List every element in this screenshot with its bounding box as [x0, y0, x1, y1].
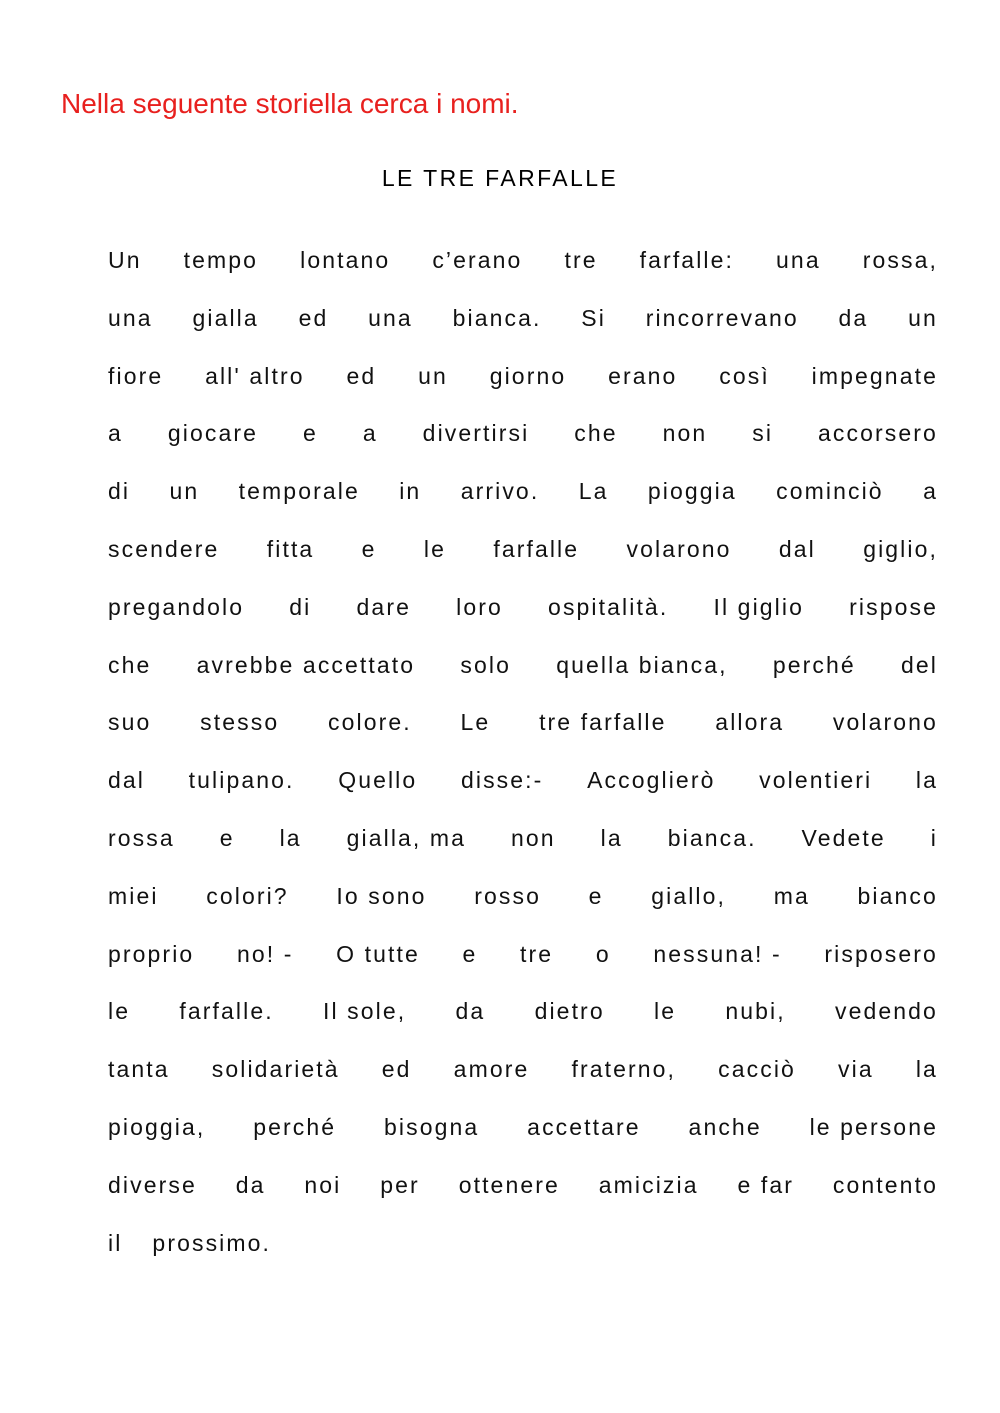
story-word: colore. — [328, 709, 412, 736]
story-word: ospitalità. — [548, 593, 669, 620]
story-word: Un — [108, 247, 142, 273]
story-line — [108, 592, 938, 650]
story-word: e — [588, 882, 604, 909]
story-word: Si — [581, 304, 606, 331]
story-word: Vedete — [801, 824, 886, 851]
story-word: rincorrevano — [645, 304, 799, 331]
story-title: LE TRE FARFALLE — [381, 165, 619, 191]
story-word: stesso — [200, 709, 280, 736]
story-word: fitta — [266, 535, 315, 562]
story-word: avrebbe accettato — [196, 651, 416, 678]
story-word: all' altro — [205, 362, 305, 389]
story-word: tanta — [108, 1056, 170, 1083]
story-line — [108, 823, 938, 881]
story-line — [108, 245, 938, 303]
story-word: pioggia — [647, 478, 737, 505]
story-word: contento — [832, 1171, 938, 1198]
instruction-heading: Nella seguente storiella cerca i nomi. — [61, 88, 519, 119]
story-line — [108, 361, 938, 419]
story-word: ottenere — [458, 1171, 560, 1198]
story-word: volarono — [832, 709, 938, 736]
story-word: da — [235, 1171, 266, 1198]
story-line — [108, 765, 938, 823]
story-word: dietro — [534, 998, 605, 1025]
story-word: cominciò — [776, 478, 884, 505]
story-word: la — [915, 767, 938, 794]
story-word: risposero — [824, 940, 938, 967]
story-word: e — [462, 940, 478, 967]
story-word: volarono — [626, 535, 732, 562]
story-word: fiore — [108, 362, 164, 389]
story-word: ed — [298, 304, 329, 331]
story-word: e — [302, 420, 318, 447]
story-word: accorsero — [818, 420, 938, 447]
story-word: rossa — [108, 824, 175, 851]
story-word: o — [595, 940, 611, 967]
story-word: le — [108, 998, 131, 1025]
story-line — [108, 1228, 938, 1286]
story-word: e — [219, 824, 235, 851]
story-word: farfalle — [493, 535, 580, 562]
story-word: arrivo. — [460, 478, 540, 505]
story-word: perché — [772, 651, 856, 678]
story-word: suo — [108, 709, 152, 736]
story-word: rosso — [474, 882, 541, 909]
story-word: scendere — [108, 535, 220, 562]
story-word: non — [511, 824, 556, 851]
story-word: lontano — [300, 247, 391, 273]
story-word: che — [574, 420, 618, 447]
story-word: perché — [253, 1113, 337, 1140]
story-line — [108, 939, 938, 997]
story-word: tulipano. — [188, 767, 295, 794]
story-word: Il sole, — [322, 998, 407, 1025]
story-word: c’erano — [432, 247, 523, 273]
story-word: giocare — [167, 420, 258, 447]
story-word: cacciò — [718, 1056, 796, 1083]
story-word: per — [380, 1171, 420, 1198]
story-line — [108, 1170, 938, 1228]
story-word: da — [838, 304, 869, 331]
story-word: La — [578, 478, 609, 505]
story-word: volentieri — [759, 767, 873, 794]
story-word: prossimo. — [152, 1229, 272, 1256]
story-word: solo — [460, 651, 511, 678]
story-word: dal — [108, 767, 145, 794]
story-word: gialla — [192, 304, 259, 331]
story-word: una — [776, 247, 821, 273]
story-word: gialla, ma — [346, 824, 467, 851]
story-word: e — [361, 535, 377, 562]
story-word: accettare — [527, 1113, 641, 1140]
story-line — [108, 534, 938, 592]
story-word: fraterno, — [571, 1056, 677, 1083]
story-word: impegnate — [811, 362, 938, 389]
story-word: amicizia — [598, 1171, 699, 1198]
story-line — [108, 707, 938, 765]
story-word: noi — [304, 1171, 342, 1198]
story-word: Le — [460, 709, 491, 736]
story-word: Il giglio — [713, 593, 804, 620]
story-word: un — [169, 478, 200, 505]
story-word: miei — [108, 882, 159, 909]
story-word: allora — [715, 709, 785, 736]
story-word: dal — [778, 535, 816, 562]
story-word: le — [653, 998, 677, 1025]
story-word: O tutte — [336, 940, 420, 967]
story-word: giglio, — [863, 535, 938, 562]
story-word: una — [108, 304, 153, 331]
story-word: nubi, — [725, 998, 786, 1025]
story-word: bianco — [857, 882, 938, 909]
story-word: pioggia, — [108, 1113, 206, 1140]
story-word: a — [362, 420, 378, 447]
story-line — [108, 881, 938, 939]
story-word: la — [915, 1056, 938, 1083]
story-word: a — [108, 420, 123, 447]
story-word: loro — [456, 593, 503, 620]
story-body — [108, 245, 938, 1285]
story-word: nessuna! - — [653, 940, 782, 967]
story-word: dare — [356, 593, 411, 620]
story-word: amore — [453, 1056, 530, 1083]
story-word: rossa, — [862, 247, 938, 273]
story-word: del — [900, 651, 938, 678]
story-word: no! - — [236, 940, 294, 967]
story-word: che — [108, 651, 152, 678]
story-word: via — [838, 1056, 874, 1083]
story-line — [108, 650, 938, 708]
story-word: farfalle. — [179, 998, 274, 1025]
story-word: bisogna — [384, 1113, 480, 1140]
story-word: bianca. — [452, 304, 542, 331]
story-word: temporale — [238, 478, 360, 505]
story-word: di — [108, 478, 131, 505]
story-word: di — [289, 593, 312, 620]
story-word: proprio — [108, 940, 195, 967]
story-word: pregandolo — [108, 593, 245, 620]
story-line — [108, 996, 938, 1054]
story-word: tre — [564, 247, 598, 273]
story-word: erano — [608, 362, 678, 389]
story-word: le — [423, 535, 446, 562]
story-word: tre — [520, 940, 554, 967]
story-word: un — [908, 304, 938, 331]
story-word: disse:- — [460, 767, 544, 794]
story-word: tre farfalle — [539, 709, 667, 736]
story-line — [108, 476, 938, 534]
story-word: colori? — [206, 882, 289, 909]
story-word: e far — [737, 1171, 795, 1198]
story-word: Accoglierò — [587, 767, 716, 794]
story-word: giallo, — [651, 882, 727, 909]
story-word: tempo — [183, 247, 259, 273]
story-word: non — [662, 420, 708, 447]
story-word: le persone — [809, 1113, 938, 1140]
story-word: rispose — [849, 593, 938, 620]
story-word: ma — [773, 882, 810, 909]
story-word: a — [923, 478, 938, 505]
story-line — [108, 303, 938, 361]
story-word: divertirsi — [422, 420, 530, 447]
story-word: ed — [346, 362, 377, 389]
story-word: ed — [381, 1056, 412, 1083]
story-word: i — [930, 824, 938, 851]
story-word: solidarietà — [211, 1056, 340, 1083]
story-word: una — [368, 304, 413, 331]
story-word: farfalle: — [639, 247, 734, 273]
story-word: quella bianca, — [556, 651, 728, 678]
story-word: la — [279, 824, 302, 851]
story-word: bianca. — [667, 824, 757, 851]
story-word: Quello — [338, 767, 418, 794]
story-word: la — [600, 824, 623, 851]
story-word: Io sono — [336, 882, 427, 909]
story-word: vedendo — [835, 998, 938, 1025]
story-word: il — [108, 1229, 123, 1256]
story-word: da — [455, 998, 486, 1025]
story-word: anche — [688, 1113, 762, 1140]
story-word: si — [752, 420, 774, 447]
story-word: diverse — [108, 1171, 197, 1198]
story-word: così — [719, 362, 770, 389]
story-line — [108, 418, 938, 476]
story-word: un — [418, 362, 448, 389]
story-word: in — [399, 478, 422, 505]
story-line — [108, 1112, 938, 1170]
story-word: giorno — [489, 362, 567, 389]
story-line — [108, 1054, 938, 1112]
